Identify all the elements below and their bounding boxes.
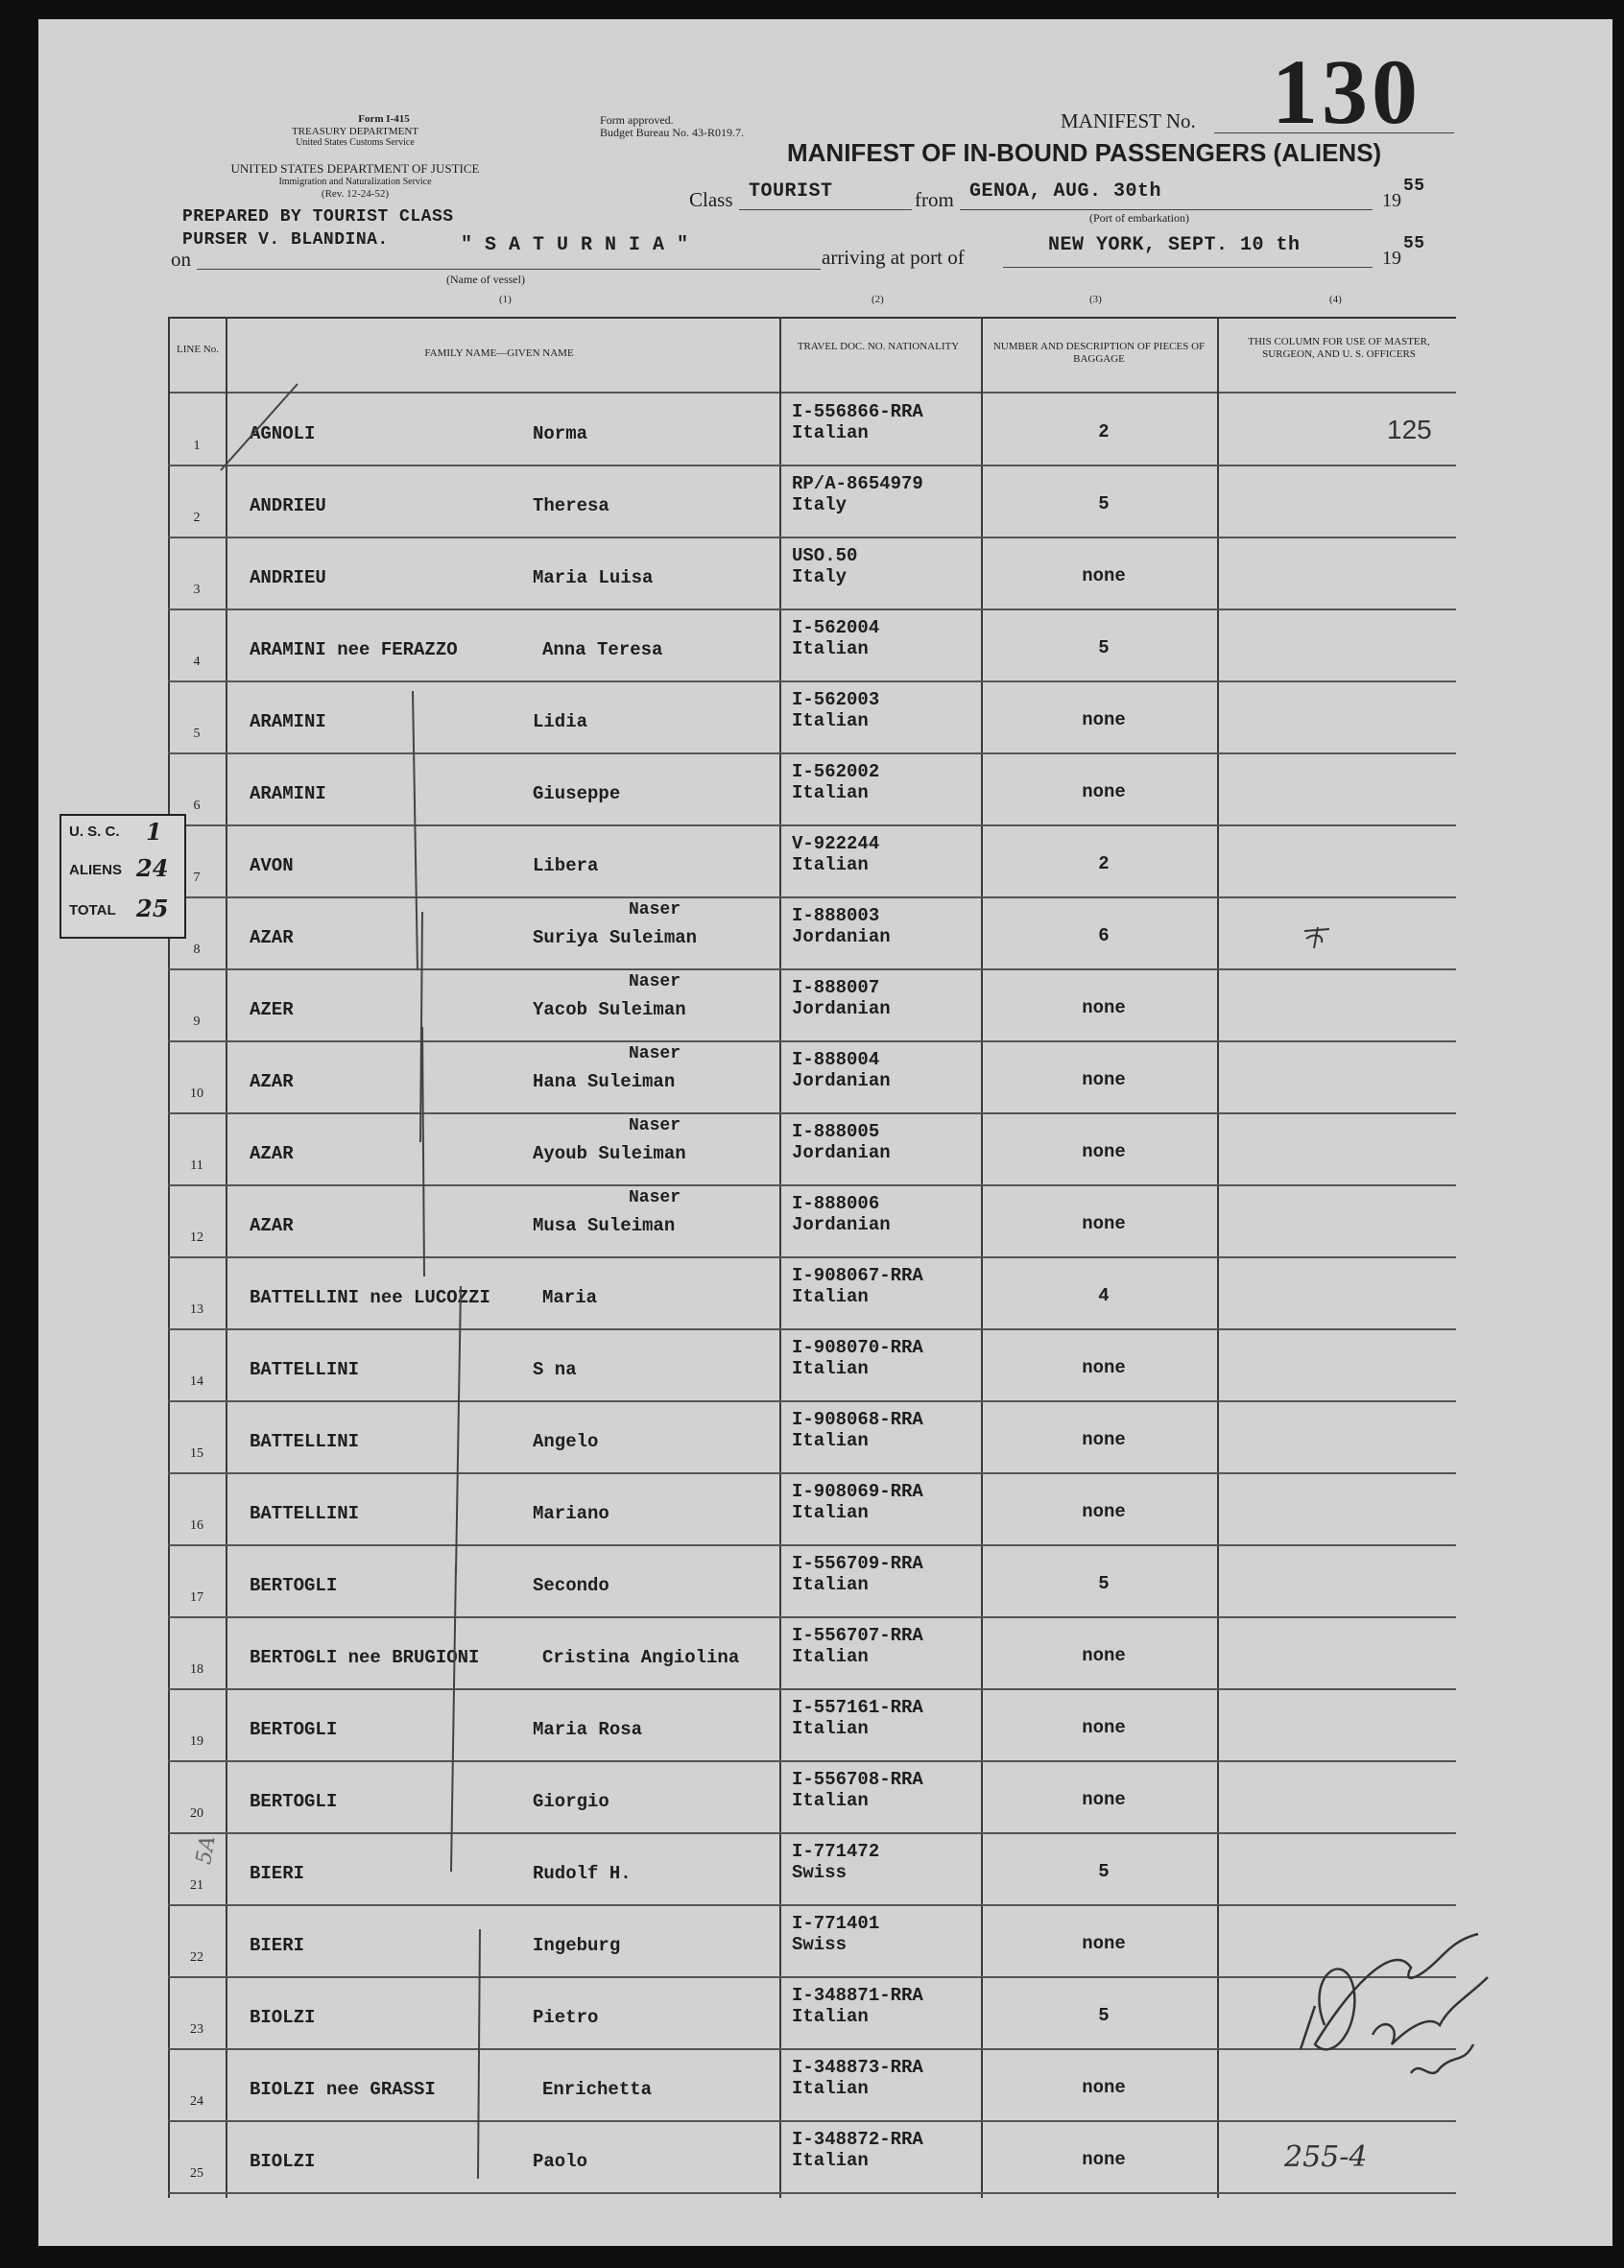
nationality: Italian xyxy=(792,1790,869,1811)
budget-bureau: Budget Bureau No. 43-R019.7. xyxy=(600,126,744,139)
family-name: BIOLZI xyxy=(250,2007,316,2028)
line-number: 19 xyxy=(190,1734,203,1749)
travel-doc-number: I-888004 xyxy=(792,1049,880,1070)
given-name-prefix: Naser xyxy=(629,1044,681,1063)
baggage-count: 5 xyxy=(1098,2005,1110,2026)
revision: (Rev. 12-24-52) xyxy=(321,188,390,200)
baggage-count: none xyxy=(1082,1429,1126,1450)
line-number: 11 xyxy=(190,1158,203,1173)
family-name: AZAR xyxy=(250,1071,294,1092)
family-name: AVON xyxy=(250,855,294,876)
travel-doc-number: I-771401 xyxy=(792,1913,880,1934)
family-name: BIOLZI xyxy=(250,2151,316,2172)
baggage-count: none xyxy=(1082,2149,1126,2170)
line-number: 6 xyxy=(193,799,201,813)
travel-doc-number: I-771472 xyxy=(792,1841,880,1862)
family-name: BERTOGLI xyxy=(250,1791,338,1812)
baggage-count: none xyxy=(1082,1069,1126,1090)
baggage-count: 2 xyxy=(1098,421,1110,442)
travel-doc-number: I-908070-RRA xyxy=(792,1337,923,1358)
nationality: Italian xyxy=(792,710,869,731)
nationality: Italian xyxy=(792,1646,869,1667)
line-number: 23 xyxy=(190,2022,203,2037)
line-number: 14 xyxy=(190,1374,203,1389)
family-name: AZAR xyxy=(250,1143,294,1164)
baggage-count: 5 xyxy=(1098,1573,1110,1594)
given-name: Angelo xyxy=(533,1431,599,1452)
baggage-count: none xyxy=(1082,997,1126,1018)
travel-doc-number: RP/A-8654979 xyxy=(792,473,923,494)
given-name-prefix: Naser xyxy=(629,900,681,919)
family-name: ARAMINI xyxy=(250,711,326,732)
given-name: Mariano xyxy=(533,1503,609,1524)
nationality: Italian xyxy=(792,2150,869,2171)
class-label: Class xyxy=(689,188,733,211)
family-name: BATTELLINI xyxy=(250,1431,360,1452)
travel-doc-number: I-908069-RRA xyxy=(792,1481,923,1502)
line-number: 13 xyxy=(190,1302,203,1317)
baggage-count: none xyxy=(1082,565,1126,586)
given-name: Ingeburg xyxy=(533,1935,621,1956)
aliens-count: 24 xyxy=(136,854,169,882)
form-number: Form I-415 xyxy=(358,113,410,125)
travel-doc-number: I-556866-RRA xyxy=(792,401,923,422)
baggage-count: 6 xyxy=(1098,925,1110,946)
baggage-count: none xyxy=(1082,1357,1126,1378)
travel-doc-number: I-562004 xyxy=(792,617,880,638)
family-name: BIERI xyxy=(250,1863,305,1884)
family-name: ANDRIEU xyxy=(250,495,326,516)
given-name: Yacob Suleiman xyxy=(533,999,686,1020)
baggage-count: none xyxy=(1082,1213,1126,1234)
nationality: Italian xyxy=(792,1718,869,1739)
travel-doc-number: I-348871-RRA xyxy=(792,1985,923,2006)
baggage-count: none xyxy=(1082,1645,1126,1666)
line-number: 22 xyxy=(190,1950,203,1965)
footer-annotation-number: 255-4 xyxy=(1284,2140,1368,2174)
family-name: BERTOGLI xyxy=(250,1575,338,1596)
given-name: Giuseppe xyxy=(533,783,621,804)
col-number-1: (1) xyxy=(499,294,512,305)
nationality: Italian xyxy=(792,2078,869,2099)
baggage-count: none xyxy=(1082,781,1126,802)
col-number-4: (4) xyxy=(1329,294,1342,305)
line-number: 25 xyxy=(190,2166,203,2181)
line-number: 7 xyxy=(193,871,201,885)
travel-doc-number: I-557161-RRA xyxy=(792,1697,923,1718)
total-label: TOTAL xyxy=(69,902,116,919)
travel-doc-number: I-348873-RRA xyxy=(792,2057,923,2078)
travel-doc-number: I-888007 xyxy=(792,977,880,998)
line-number: 15 xyxy=(190,1446,203,1461)
nationality: Jordanian xyxy=(792,1214,891,1235)
given-name: Rudolf H. xyxy=(533,1863,632,1884)
nationality: Italian xyxy=(792,1358,869,1379)
nationality: Italian xyxy=(792,782,869,803)
given-name: Maria xyxy=(542,1287,598,1308)
family-name: ARAMINI xyxy=(250,783,326,804)
nationality: Italy xyxy=(792,494,848,515)
given-name: Musa Suleiman xyxy=(533,1215,676,1236)
line-number: 2 xyxy=(193,511,201,525)
vessel-caption: (Name of vessel) xyxy=(446,273,525,286)
inspector-signature xyxy=(1286,1881,1536,2131)
nationality: Swiss xyxy=(792,1862,848,1883)
given-name: Norma xyxy=(533,423,588,444)
manifest-title: MANIFEST OF IN-BOUND PASSENGERS (ALIENS) xyxy=(787,138,1382,167)
nationality: Italian xyxy=(792,1502,869,1523)
travel-doc-number: I-562003 xyxy=(792,689,880,710)
family-name: AGNOLI xyxy=(250,423,316,444)
nationality: Italian xyxy=(792,422,869,443)
nationality: Jordanian xyxy=(792,1142,891,1163)
travel-doc-number: V-922244 xyxy=(792,833,880,854)
given-name: Anna Teresa xyxy=(542,639,663,660)
arriving-value: NEW YORK, SEPT. 10 th xyxy=(1048,234,1301,256)
on-label: on xyxy=(171,248,191,271)
travel-doc-number: I-888006 xyxy=(792,1193,880,1214)
nationality: Italian xyxy=(792,1574,869,1595)
given-name: Maria Luisa xyxy=(533,567,654,588)
manifest-number: 130 xyxy=(1272,40,1421,143)
line-number: 24 xyxy=(190,2094,203,2109)
family-name: BIERI xyxy=(250,1935,305,1956)
line-number: 8 xyxy=(193,943,201,957)
baggage-count: none xyxy=(1082,1141,1126,1162)
baggage-count: none xyxy=(1082,2077,1126,2098)
vessel-name: " S A T U R N I A " xyxy=(461,234,689,256)
line-number: 16 xyxy=(190,1518,203,1533)
baggage-count: none xyxy=(1082,1717,1126,1738)
baggage-count: 5 xyxy=(1098,493,1110,514)
col-header-travel: TRAVEL DOC. NO. NATIONALITY xyxy=(797,341,960,352)
col-header-name: FAMILY NAME—GIVEN NAME xyxy=(424,347,574,359)
given-name: Giorgio xyxy=(533,1791,609,1812)
justice-dept: UNITED STATES DEPARTMENT OF JUSTICE xyxy=(230,161,480,176)
travel-doc-number: I-556707-RRA xyxy=(792,1625,923,1646)
year1-prefix: 19 xyxy=(1382,190,1401,211)
given-name: Cristina Angiolina xyxy=(542,1647,740,1668)
family-name: BERTOGLI nee BRUGIONI xyxy=(250,1647,480,1668)
travel-doc-number: USO.50 xyxy=(792,545,858,566)
check-strokes xyxy=(173,374,672,2217)
family-name: BIOLZI nee GRASSI xyxy=(250,2079,436,2100)
nationality: Jordanian xyxy=(792,926,891,947)
baggage-count: none xyxy=(1082,1789,1126,1810)
baggage-count: 5 xyxy=(1098,1861,1110,1882)
ins-service: Immigration and Naturalization Service xyxy=(278,177,432,187)
given-name: Ayoub Suleiman xyxy=(533,1143,686,1164)
year2-prefix: 19 xyxy=(1382,248,1401,269)
baggage-count: none xyxy=(1082,709,1126,730)
family-name: BATTELLINI nee LUCOZZI xyxy=(250,1287,490,1308)
nationality: Italian xyxy=(792,1286,869,1307)
line-number: 5 xyxy=(193,727,201,741)
checkmark-row8 xyxy=(1301,923,1339,952)
nationality: Italian xyxy=(792,1430,869,1451)
nationality: Italian xyxy=(792,854,869,875)
treasury-dept: TREASURY DEPARTMENT xyxy=(291,126,419,137)
col-header-officers: THIS COLUMN FOR USE OF MASTER, SURGEON, AND U. S. OFFICERS xyxy=(1248,336,1430,360)
usc-count: 1 xyxy=(146,818,162,846)
col-header-baggage: NUMBER AND DESCRIPTION OF PIECES OF BAGGAGE xyxy=(992,341,1206,365)
nationality: Jordanian xyxy=(792,998,891,1019)
aliens-label: ALIENS xyxy=(69,862,123,878)
given-name: Pietro xyxy=(533,2007,599,2028)
family-name: BERTOGLI xyxy=(250,1719,338,1740)
class-value: TOURIST xyxy=(749,180,833,203)
given-name: Hana Suleiman xyxy=(533,1071,676,1092)
line-number: 10 xyxy=(190,1086,203,1101)
given-name: Theresa xyxy=(533,495,609,516)
given-name: Lidia xyxy=(533,711,588,732)
baggage-count: none xyxy=(1082,1933,1126,1954)
travel-doc-number: I-888005 xyxy=(792,1121,880,1142)
given-name-prefix: Naser xyxy=(629,1116,681,1135)
line-number: 9 xyxy=(193,1015,201,1029)
nationality: Jordanian xyxy=(792,1070,891,1091)
usc-label: U. S. C. xyxy=(69,824,120,840)
total-count: 25 xyxy=(136,895,169,922)
given-name: Maria Rosa xyxy=(533,1719,643,1740)
family-name: AZER xyxy=(250,999,294,1020)
manifest-no-label: MANIFEST No. xyxy=(1061,109,1196,132)
given-name: S na xyxy=(533,1359,577,1380)
col-header-line-no: LINE No. xyxy=(177,344,219,355)
nationality: Swiss xyxy=(792,1934,848,1955)
tally-box xyxy=(60,814,186,939)
given-name: Paolo xyxy=(533,2151,588,2172)
travel-doc-number: I-562002 xyxy=(792,761,880,782)
prepared-by-line1: PREPARED BY TOURIST CLASS xyxy=(182,207,454,227)
baggage-count: 4 xyxy=(1098,1285,1110,1306)
customs-service: United States Customs Service xyxy=(296,137,415,148)
travel-doc-number: I-556709-RRA xyxy=(792,1553,923,1574)
from-label: from xyxy=(915,188,954,211)
nationality: Italian xyxy=(792,638,869,659)
family-name: ANDRIEU xyxy=(250,567,326,588)
margin-annotation: 5A xyxy=(192,1833,221,1867)
year2-suffix: 55 xyxy=(1403,234,1425,253)
family-name: AZAR xyxy=(250,927,294,948)
nationality: Italian xyxy=(792,2006,869,2027)
family-name: ARAMINI nee FERAZZO xyxy=(250,639,458,660)
given-name-prefix: Naser xyxy=(629,1188,681,1207)
port-embarkation-caption: (Port of embarkation) xyxy=(1089,211,1189,225)
col-number-3: (3) xyxy=(1089,294,1102,305)
baggage-count: 2 xyxy=(1098,853,1110,874)
line-number: 3 xyxy=(193,583,201,597)
travel-doc-number: I-556708-RRA xyxy=(792,1769,923,1790)
line-number: 12 xyxy=(190,1230,203,1245)
prepared-by-line2: PURSER V. BLANDINA. xyxy=(182,230,389,250)
baggage-count: 5 xyxy=(1098,637,1110,658)
officer-annotation-row1: 125 xyxy=(1387,415,1432,444)
nationality: Italy xyxy=(792,566,848,587)
line-number: 21 xyxy=(190,1878,203,1893)
from-value: GENOA, AUG. 30th xyxy=(969,180,1162,203)
family-name: BATTELLINI xyxy=(250,1503,360,1524)
line-number: 17 xyxy=(190,1590,203,1605)
given-name-prefix: Naser xyxy=(629,972,681,991)
year1-suffix: 55 xyxy=(1403,177,1425,196)
given-name: Secondo xyxy=(533,1575,609,1596)
line-number: 4 xyxy=(193,655,201,669)
given-name: Suriya Suleiman xyxy=(533,927,698,948)
line-number: 18 xyxy=(190,1662,203,1677)
travel-doc-number: I-908067-RRA xyxy=(792,1265,923,1286)
line-number: 1 xyxy=(193,439,201,453)
form-approved: Form approved. xyxy=(600,113,674,127)
col-number-2: (2) xyxy=(872,294,884,305)
family-name: AZAR xyxy=(250,1215,294,1236)
given-name: Libera xyxy=(533,855,599,876)
line-number: 20 xyxy=(190,1806,203,1821)
given-name: Enrichetta xyxy=(542,2079,653,2100)
travel-doc-number: I-348872-RRA xyxy=(792,2129,923,2150)
baggage-count: none xyxy=(1082,1501,1126,1522)
arriving-label: arriving at port of xyxy=(822,246,965,269)
travel-doc-number: I-908068-RRA xyxy=(792,1409,923,1430)
travel-doc-number: I-888003 xyxy=(792,905,880,926)
family-name: BATTELLINI xyxy=(250,1359,360,1380)
